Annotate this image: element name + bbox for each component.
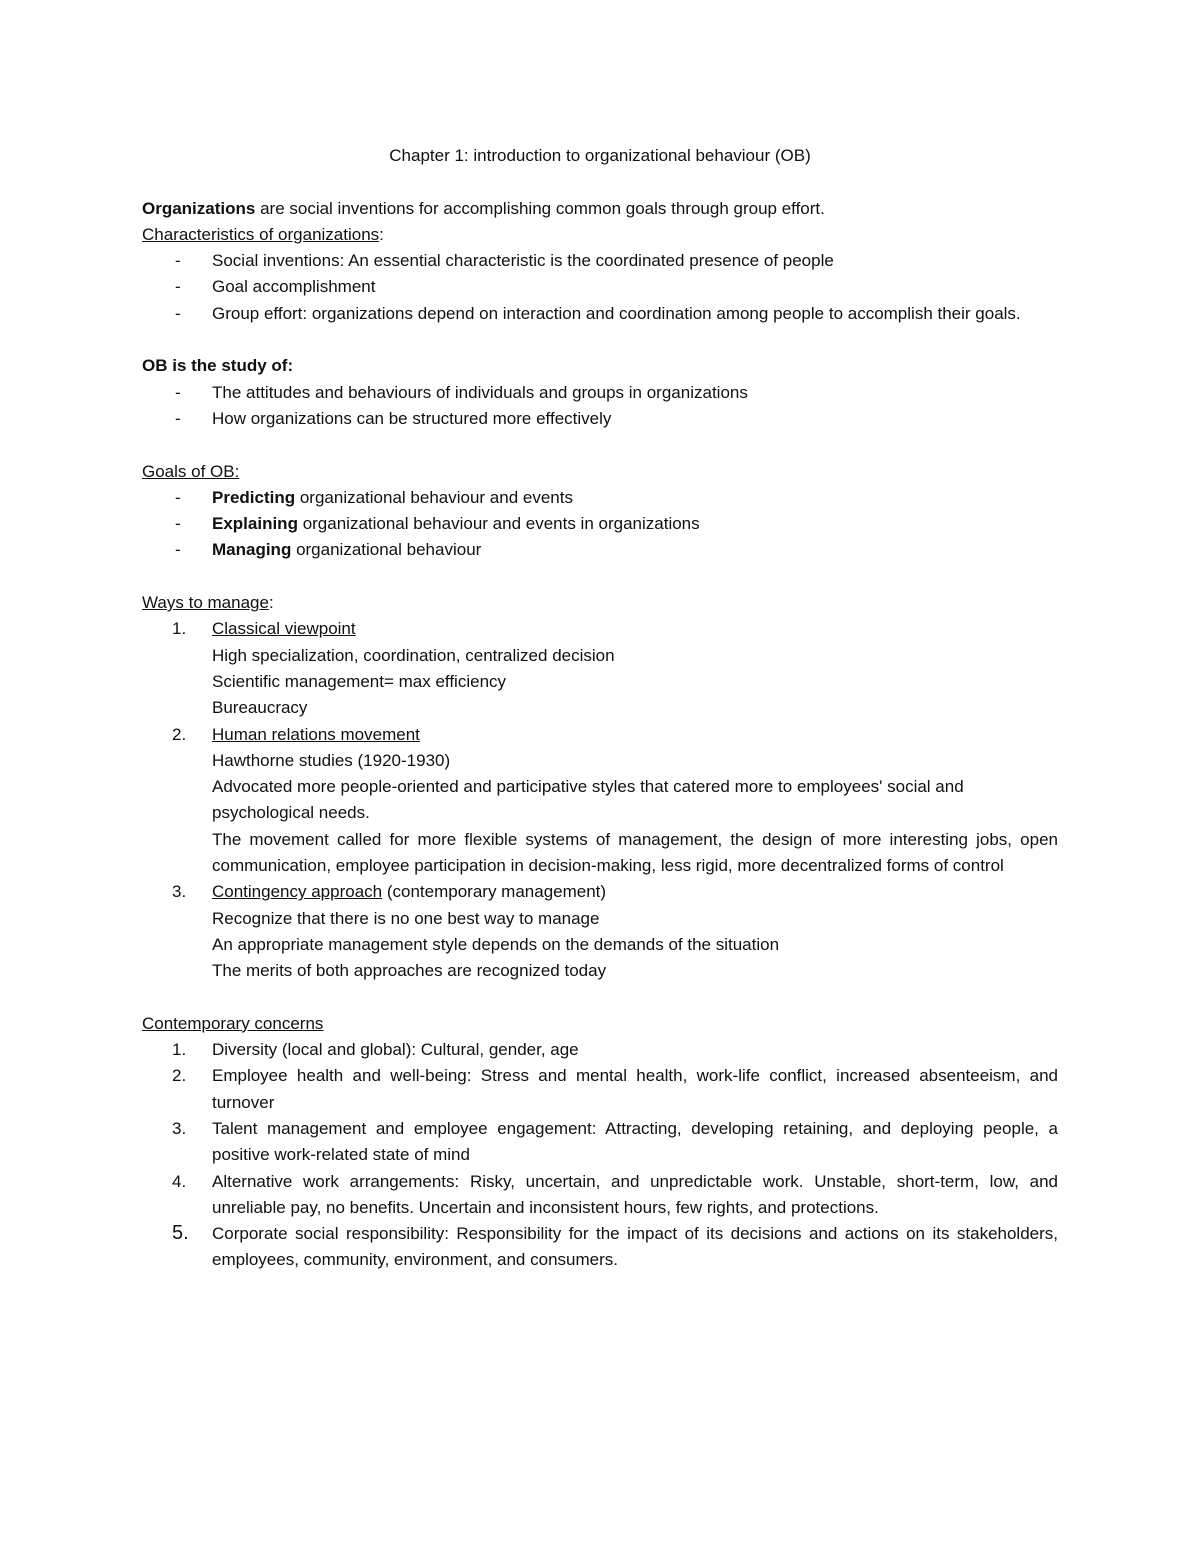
list-item: 3. Talent management and employee engagement: Attracting, developing retaining, and deploying people, a positive work-related state of mind bbox=[172, 1118, 1058, 1165]
page-title: Chapter 1: introduction to organizational behaviour (OB) bbox=[389, 146, 811, 165]
characteristics-list bbox=[142, 248, 1058, 327]
organizations-term: Organizations bbox=[142, 198, 256, 218]
study-heading: OB is the study of: bbox=[142, 356, 294, 376]
list-item: - How organizations can be structured more effectively bbox=[142, 406, 1058, 432]
list-item: 4. Alternative work arrangements: Risky, uncertain, and unpredictable work. Unstable, short-term, low, and unreliable pay, no benefits. Uncertain and inconsistent hours, few rights, and protections. bbox=[172, 1171, 1058, 1217]
document-body bbox=[142, 143, 1058, 1274]
organizations-definition-text: are social inventions for accomplishing common goals through group effort. bbox=[255, 198, 825, 218]
list-item: - Predicting organizational behaviour and events bbox=[142, 485, 1058, 511]
characteristics-heading-text: Characteristics of organizations bbox=[142, 224, 380, 244]
list-item: 1. Classical viewpoint High specialization, coordination, centralized decision Scientific management= max efficiency Bureaucracy bbox=[172, 619, 615, 718]
goals-list bbox=[142, 485, 1058, 564]
list-item: 3. Contingency approach (contemporary management) Recognize that there is no one best way to manage An appropriate management style depends on the demands of the situation The merits of both approaches are recognized today bbox=[172, 882, 780, 981]
list-item: 5. Corporate social responsibility: Responsibility for the impact of its decisions and actions on its stakeholders, employees, community, environment, and consumers. bbox=[172, 1222, 1058, 1270]
list-item: - Social inventions: An essential characteristic is the coordinated presence of people bbox=[142, 248, 1058, 274]
list-item: 2. Human relations movement Hawthorne studies (1920-1930) Advocated more people-oriented and participative styles that catered more to employees' social and psychological needs. The movement called for more flexible systems of management, the design of more interesting jobs, open communication, employee participation in decision-making, less rigid, more decentralized forms of control bbox=[172, 724, 1058, 876]
list-item: - Managing organizational behaviour bbox=[142, 537, 1058, 563]
list-item: - Goal accomplishment bbox=[142, 274, 1058, 300]
study-list bbox=[142, 380, 1058, 433]
ways-heading: Ways to manage: bbox=[142, 593, 274, 613]
list-item: 2. Employee health and well-being: Stress and mental health, work-life conflict, increased absenteeism, and turnover bbox=[172, 1066, 1058, 1112]
list-item: - Explaining organizational behaviour and events in organizations bbox=[142, 511, 1058, 537]
list-item: - Group effort: organizations depend on interaction and coordination among people to accomplish their goals. bbox=[142, 301, 1058, 327]
list-item: - The attitudes and behaviours of individuals and groups in organizations bbox=[142, 380, 1058, 406]
organizations-definition bbox=[142, 196, 1058, 222]
concerns-list bbox=[142, 1037, 1058, 1274]
list-item: 1. Diversity (local and global): Cultural, gender, age bbox=[172, 1040, 579, 1060]
goals-heading: Goals of OB: bbox=[142, 461, 240, 481]
ways-list bbox=[142, 616, 1058, 984]
concerns-heading: Contemporary concerns bbox=[142, 1013, 324, 1033]
characteristics-heading: Characteristics of organizations: bbox=[142, 224, 384, 244]
